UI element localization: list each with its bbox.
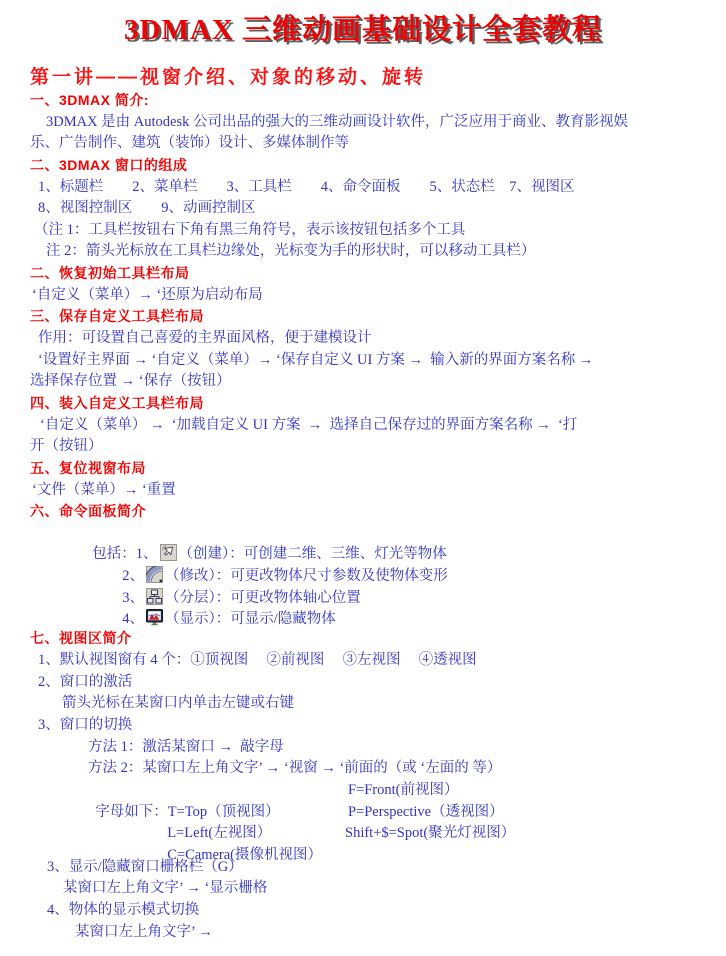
viewport-display-mode-line: 4、物体的显示模式切换 bbox=[47, 902, 200, 919]
viewport-method-line: 方法 2：某窗口左上角文字’ → ‘视窗 → ‘前面的（或 ‘左面的 等） bbox=[88, 760, 502, 777]
letters-col2: P=Perspective（透视图） bbox=[348, 803, 504, 820]
section-heading-load-layout: 四、装入自定义工具栏布局 bbox=[30, 394, 204, 411]
section-heading-window-parts: 二、3DMAX 窗口的组成 bbox=[30, 156, 188, 173]
command-panel-item bbox=[0, 566, 726, 606]
page-title: 3DMAX 三维动画基础设计全套教程 bbox=[124, 14, 602, 46]
letters-col2: F=Front(前视图） bbox=[348, 781, 459, 798]
display-monitor-icon bbox=[146, 609, 163, 626]
lecture-heading: 第一讲——视窗介绍、对象的移动、旋转 bbox=[30, 67, 427, 88]
load-layout-line: 开（按钮） bbox=[30, 438, 103, 455]
reset-view-line: ‘文件（菜单）→ ‘重置 bbox=[32, 481, 176, 498]
viewport-letters-row bbox=[0, 823, 726, 863]
document-page bbox=[0, 13, 726, 956]
command-panel-item bbox=[0, 588, 726, 628]
command-panel-item bbox=[0, 523, 726, 563]
viewport-method-line: 方法 1：激活某窗口 → 敲字母 bbox=[88, 738, 284, 755]
load-layout-line: ‘自定义（菜单） → ‘加载自定义 UI 方案 → 选择自己保存过的界面方案名称 → ‘打 bbox=[40, 416, 578, 433]
intro-line: 乐、广告制作、建筑（装饰）设计、多媒体制作等 bbox=[30, 135, 349, 152]
letters-col2: Shift+$=Spot(聚光灯视图） bbox=[345, 825, 516, 842]
item-prefix: 3、 bbox=[122, 589, 144, 606]
section-heading-viewport: 七、视图区简介 bbox=[30, 630, 132, 647]
window-parts-note: （注 1：工具栏按钮右下角有黑三角符号，表示该按钮包括多个工具 bbox=[34, 221, 466, 238]
restore-layout-line: ‘自定义（菜单）→ ‘还原为启动布局 bbox=[32, 286, 263, 303]
section-heading-restore-layout: 二、恢复初始工具栏布局 bbox=[30, 265, 190, 282]
item-prefix: 包括：1、 bbox=[92, 546, 158, 563]
section-heading-intro: 一、3DMAX 简介: bbox=[30, 92, 150, 108]
save-layout-line: 选择保存位置 → ‘保存（按钮） bbox=[30, 373, 231, 390]
letters-col1: C=Camera(摄像机视图） bbox=[167, 846, 323, 863]
intro-line: 3DMAX 是由 Autodesk 公司出品的强大的三维动画设计软件，广泛应用于商业、教育影视娱 bbox=[46, 113, 629, 130]
save-layout-line: 作用：可设置自己喜爱的主界面风格，便于建模设计 bbox=[38, 330, 372, 347]
item-desc: （显示）：可显示/隐藏物体 bbox=[165, 611, 336, 628]
viewport-line: 3、窗口的切换 bbox=[38, 716, 133, 733]
letters-col1: L=Left(左视图） bbox=[167, 825, 272, 842]
item-prefix: 2、 bbox=[122, 568, 144, 585]
viewport-line: 1、默认视图窗有 4 个：①顶视图 ②前视图 ③左视图 ④透视图 bbox=[38, 652, 477, 669]
save-layout-line: ‘设置好主界面 → ‘自定义（菜单）→ ‘保存自定义 UI 方案 → 输入新的界面方案名称 → bbox=[38, 351, 594, 368]
window-parts-note: 注 2：箭头光标放在工具栏边缘处，光标变为手的形状时，可以移动工具栏） bbox=[46, 243, 536, 260]
letters-col1: 字母如下：T=Top（顶视图） bbox=[95, 803, 280, 820]
viewport-grid-line: 某窗口左上角文字’ → ‘显示栅格 bbox=[63, 880, 268, 897]
viewport-line: 箭头光标在某窗口内单击左键或右键 bbox=[62, 695, 294, 712]
section-heading-command-panel: 六、命令面板简介 bbox=[30, 503, 146, 520]
window-parts-line: 1、标题栏 2、菜单栏 3、工具栏 4、命令面板 5、状态栏 7、视图区 bbox=[38, 178, 575, 195]
viewport-line: 2、窗口的激活 bbox=[38, 673, 133, 690]
viewport-display-mode-line: 某窗口左上角文字’ → bbox=[75, 923, 213, 940]
item-prefix: 4、 bbox=[122, 611, 144, 628]
section-heading-save-layout: 三、保存自定义工具栏布局 bbox=[30, 308, 204, 325]
item-desc: （分层）：可更改物体轴心位置 bbox=[165, 589, 361, 606]
item-desc: （修改）：可更改物体尺寸参数及使物体变形 bbox=[165, 568, 448, 585]
item-desc: （创建）：可创建二维、三维、灯光等物体 bbox=[178, 546, 447, 563]
section-heading-reset-view: 五、复位视窗布局 bbox=[30, 459, 146, 476]
viewport-grid-line: 3、显示/隐藏窗口栅格栏（G） bbox=[47, 858, 243, 875]
window-parts-line: 8、视图控制区 9、动画控制区 bbox=[38, 200, 256, 217]
command-panel-item bbox=[0, 544, 726, 585]
